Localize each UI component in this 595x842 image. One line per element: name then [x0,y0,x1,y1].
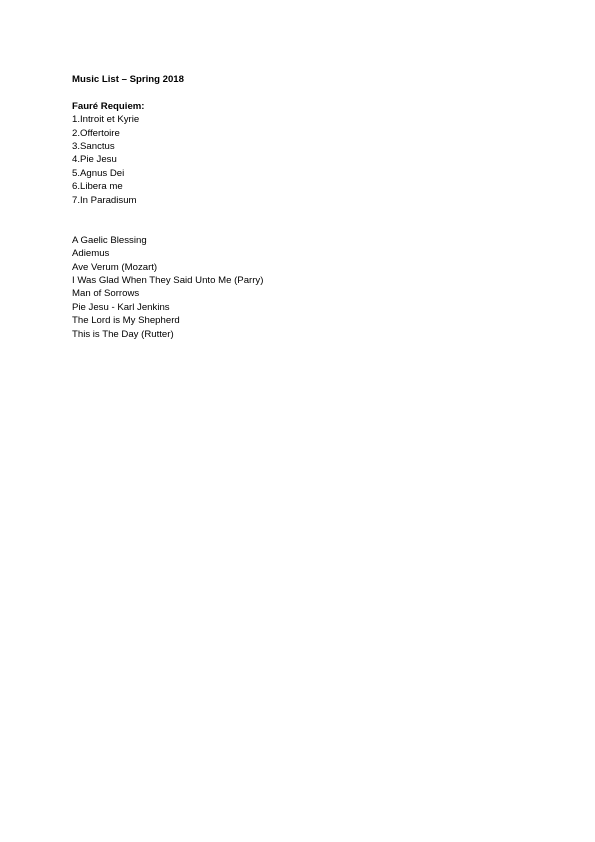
document-body [72,73,532,341]
list-item: I Was Glad When They Said Unto Me (Parry) [72,275,264,287]
list-item: 7.In Paradisum [72,194,137,206]
list-item: 1.Introit et Kyrie [72,114,140,126]
list-item: 2.Offertoire [72,127,120,139]
list-item: 6.Libera me [72,181,123,193]
requiem-movement-list [72,113,532,207]
requiem-heading: Fauré Requiem: [72,100,145,112]
list-item: 4.Pie Jesu [72,154,117,166]
list-item: A Gaelic Blessing [72,234,147,246]
list-item: Man of Sorrows [72,288,140,300]
list-item: 5.Agnus Dei [72,167,125,179]
list-item: Pie Jesu - Karl Jenkins [72,301,170,313]
document-title: Music List – Spring 2018 [72,74,184,85]
piece-list [72,234,532,341]
list-item: Adiemus [72,248,110,260]
list-item: 3.Sanctus [72,141,115,153]
list-item: This is The Day (Rutter) [72,328,174,340]
list-item: Ave Verum (Mozart) [72,261,158,273]
list-item: The Lord is My Shepherd [72,315,180,327]
